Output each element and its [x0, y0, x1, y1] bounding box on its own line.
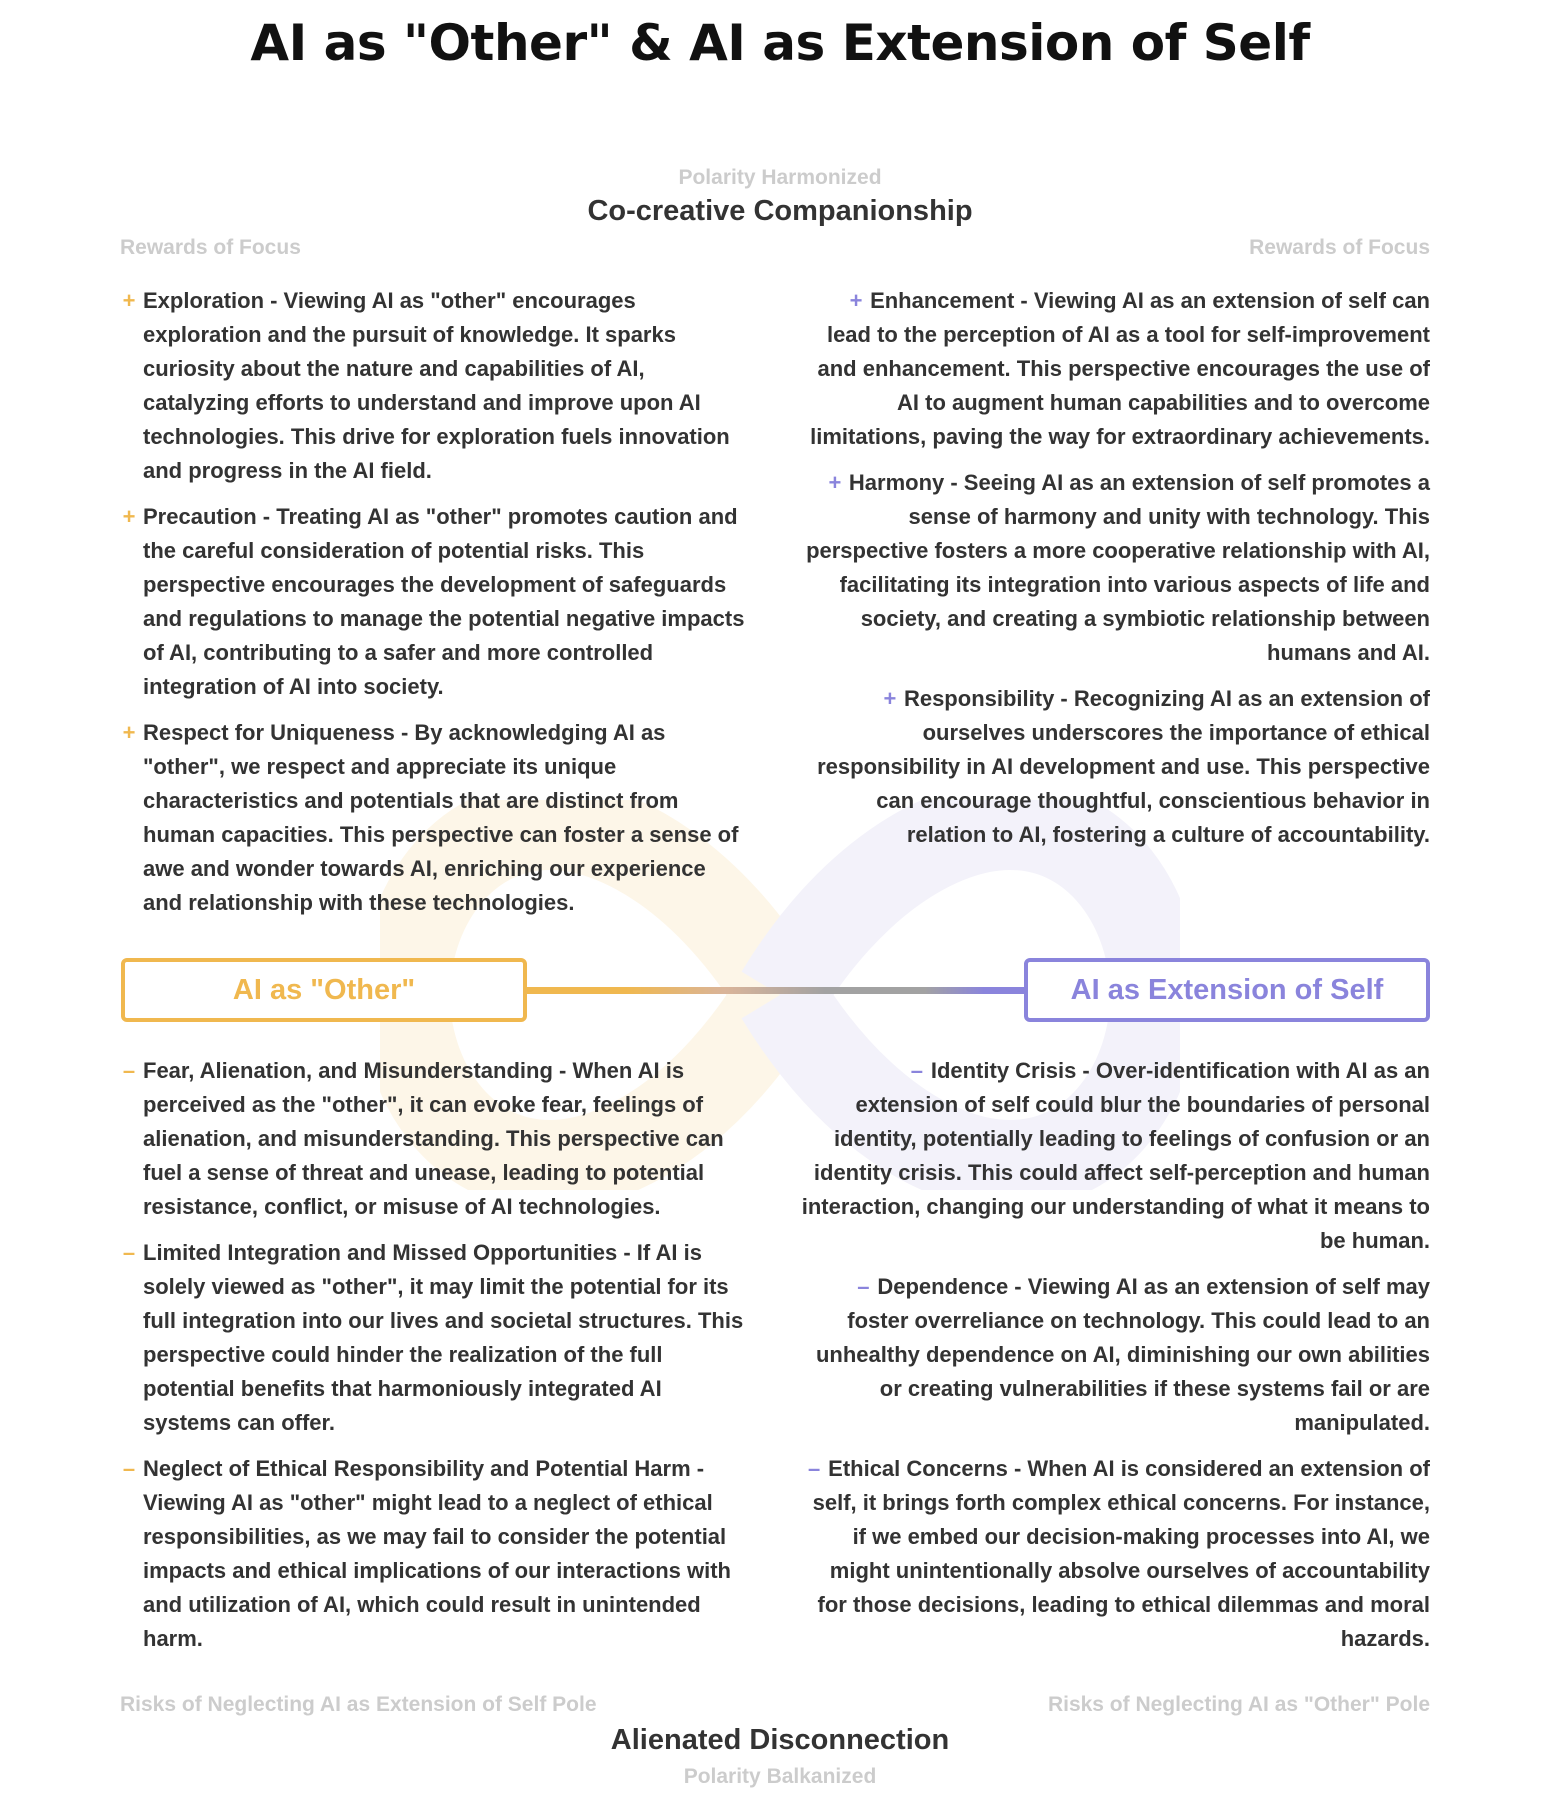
list-item: [800, 284, 1430, 454]
item-text: Dependence - Viewing AI as an extension of self may foster overreliance on technology. This could lead to an unhealthy dependence on AI, diminishing our own abilities or creating vulnerabilities if these systems fail or are manipulated.: [815, 1274, 1430, 1435]
plus-icon: +: [883, 686, 897, 711]
risks-left-list: [120, 1054, 750, 1668]
plus-icon: +: [122, 720, 136, 745]
rewards-label-right: Rewards of Focus: [1249, 236, 1430, 259]
minus-icon: –: [808, 1456, 821, 1481]
minus-icon: –: [857, 1274, 870, 1299]
list-item: [800, 1054, 1430, 1258]
minus-icon: –: [910, 1058, 923, 1083]
item-text: Exploration - Viewing AI as "other" encourages exploration and the pursuit of knowledge. It sparks curiosity about the nature and capabilities of AI, catalyzing efforts to understand and improve upon AI technologies. This drive for exploration fuels innovation and progress in the AI field.: [143, 288, 730, 483]
polarity-harmonized-caption: Polarity Harmonized: [678, 166, 882, 189]
item-text: Harmony - Seeing AI as an extension of self promotes a sense of harmony and unity with technology. This perspective fosters a more cooperative relationship with AI, facilitating its integration into various aspects of life and society, and creating a symbiotic relationship between humans and AI.: [806, 470, 1430, 665]
risks-right-list: [800, 1054, 1430, 1668]
item-text: Responsibility - Recognizing AI as an extension of ourselves underscores the importance of ethical responsibility in AI development and use. This perspective can encourage thoughtful, conscientious behavior in relation to AI, fostering a culture of accountability.: [817, 686, 1430, 847]
plus-icon: +: [849, 288, 863, 313]
minus-icon: –: [122, 1456, 136, 1481]
risks-label-left: Risks of Neglecting AI as Extension of Self Pole: [120, 1693, 597, 1716]
item-text: Precaution - Treating AI as "other" promotes caution and the careful consideration of potential risks. This perspective encourages the development of safeguards and regulations to manage the potential negative impacts of AI, contributing to a safer and more controlled integration of AI into society.: [143, 504, 745, 699]
plus-icon: +: [122, 288, 136, 313]
pole-connector: [527, 987, 1024, 994]
polarity-balkanized-caption: Polarity Balkanized: [683, 1765, 877, 1788]
minus-icon: –: [122, 1058, 136, 1083]
item-text: Identity Crisis - Over-identification with AI as an extension of self could blur the boundaries of personal identity, potentially leading to feelings of confusion or an identity crisis. This could affect self-perception and human interaction, changing our understanding of what it means to be human.: [801, 1058, 1430, 1253]
list-item: [120, 1054, 750, 1224]
item-text: Ethical Concerns - When AI is considered an extension of self, it brings forth complex ethical concerns. For instance, if we embed our decision-making processes into AI, we might unintentionally absolve ourselves of accountability for those decisions, leading to ethical dilemmas and moral hazards.: [812, 1456, 1430, 1651]
pole-ai-as-extension-of-self: AI as Extension of Self: [1024, 958, 1430, 1022]
list-item: [120, 284, 750, 488]
bottom-heading: Alienated Disconnection: [610, 1724, 950, 1756]
item-text: Respect for Uniqueness - By acknowledging AI as "other", we respect and appreciate its unique characteristics and potentials that are distinct from human capacities. This perspective can foster a sense of awe and wonder towards AI, enriching our experience and relationship with these technologies.: [143, 720, 739, 915]
rewards-right-list: [800, 284, 1430, 864]
list-item: [800, 682, 1430, 852]
pole-ai-as-other: AI as "Other": [121, 958, 527, 1022]
item-text: Enhancement - Viewing AI as an extension of self can lead to the perception of AI as a tool for self-improvement and enhancement. This perspective encourages the use of AI to augment human capabilities and to overcome limitations, paving the way for extraordinary achievements.: [810, 288, 1430, 449]
plus-icon: +: [122, 504, 136, 529]
rewards-label-left: Rewards of Focus: [120, 236, 301, 259]
rewards-left-list: [120, 284, 750, 932]
top-heading: Co-creative Companionship: [587, 195, 973, 227]
list-item: [120, 716, 750, 920]
list-item: [800, 1452, 1430, 1656]
list-item: [120, 1236, 750, 1440]
risks-label-right: Risks of Neglecting AI as "Other" Pole: [1047, 1693, 1430, 1716]
item-text: Fear, Alienation, and Misunderstanding - When AI is perceived as the "other", it can evoke fear, feelings of alienation, and misunderstanding. This perspective can fuel a sense of threat and unease, leading to potential resistance, conflict, or misuse of AI technologies.: [143, 1058, 724, 1219]
page-title: AI as "Other" & AI as Extension of Self: [250, 14, 1310, 72]
list-item: [800, 1270, 1430, 1440]
list-item: [120, 500, 750, 704]
item-text: Neglect of Ethical Responsibility and Potential Harm - Viewing AI as "other" might lead to a neglect of ethical responsibilities, as we may fail to consider the potential impacts and ethical implications of our interactions with and utilization of AI, which could result in unintended harm.: [143, 1456, 731, 1651]
item-text: Limited Integration and Missed Opportunities - If AI is solely viewed as "other", it may limit the potential for its full integration into our lives and societal structures. This perspective could hinder the realization of the full potential benefits that harmoniously integrated AI systems can offer.: [143, 1240, 744, 1435]
list-item: [800, 466, 1430, 670]
minus-icon: –: [122, 1240, 136, 1265]
plus-icon: +: [828, 470, 842, 495]
list-item: [120, 1452, 750, 1656]
